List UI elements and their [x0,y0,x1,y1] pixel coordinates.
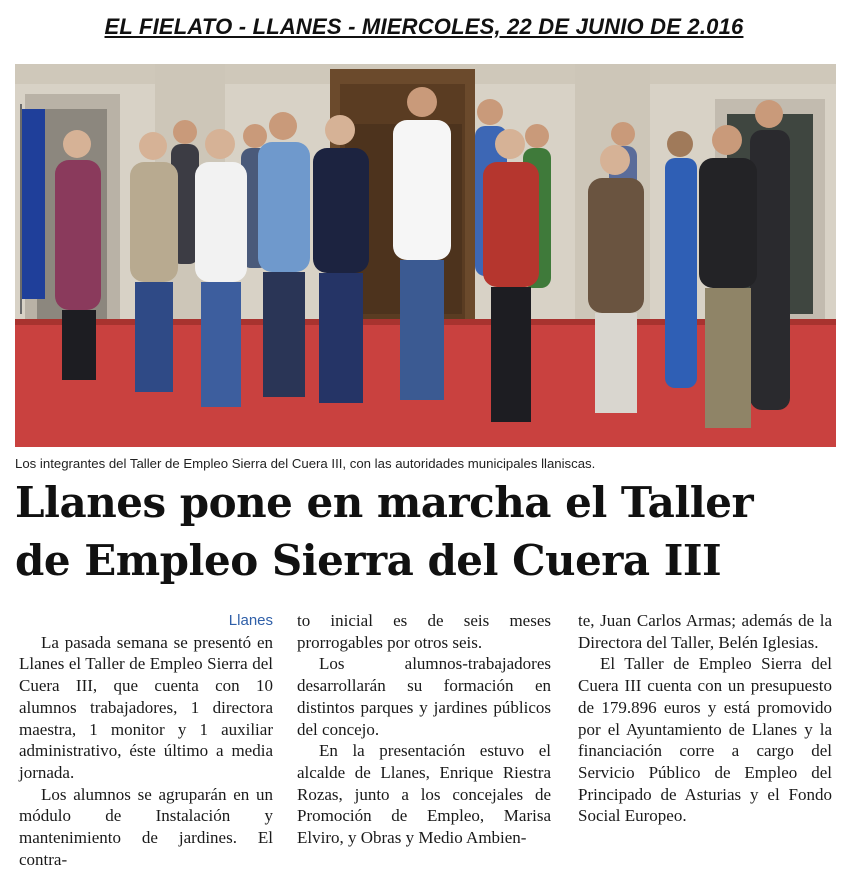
paragraph: En la presentación estuvo el alcalde de Llanes, Enrique Riestra Rozas, junto a los concejales de Promoción de Empleo, Marisa Elviro, y Obras y Medio Ambien- [297,741,551,848]
headline-line-1: Llanes pone en marcha el Taller [15,478,754,527]
paragraph: te, Juan Carlos Armas; además de la Directora del Taller, Belén Iglesias. [578,611,832,652]
masthead: EL FIELATO - LLANES - MIERCOLES, 22 DE JUNIO DE 2.016 [104,14,744,39]
paragraph: La pasada semana se presentó en Llanes el Taller de Empleo Sierra del Cuera III, que cuenta con 10 alumnos trabajadores, 1 directora maestra, 1 monitor y 1 auxiliar administrativo, éste último a media jornada. [19,632,273,782]
paragraph: Los alumnos se agruparán en un módulo de Instalación y mantenimiento de jardines. El contra- [19,784,273,869]
paragraph: El Taller de Empleo Sierra del Cuera III cuenta con un presupuesto de 179.896 euros y está promovido por el Ayuntamiento de Llanes y la financiación corre a cargo del Servicio Público de Empleo del Principado de Asturias y el Fondo Social Europeo. [578,654,832,826]
article-column-1 [19,610,273,870]
article-column-2 [297,610,551,849]
article-column-3 [578,610,832,827]
headline-line-2: de Empleo Sierra del Cuera III [15,536,722,585]
group-photo [15,64,836,447]
section-label: Llanes [228,612,273,629]
paragraph: Los alumnos-trabajadores desarrollarán su formación en distintos parques y jardines públicos del concejo. [297,654,551,739]
paragraph: to inicial es de seis meses prorrogables por otros seis. [297,611,551,652]
photo-caption: Los integrantes del Taller de Empleo Sierra del Cuera III, con las autoridades municipales llaniscas. [15,456,596,471]
headline [15,474,836,590]
